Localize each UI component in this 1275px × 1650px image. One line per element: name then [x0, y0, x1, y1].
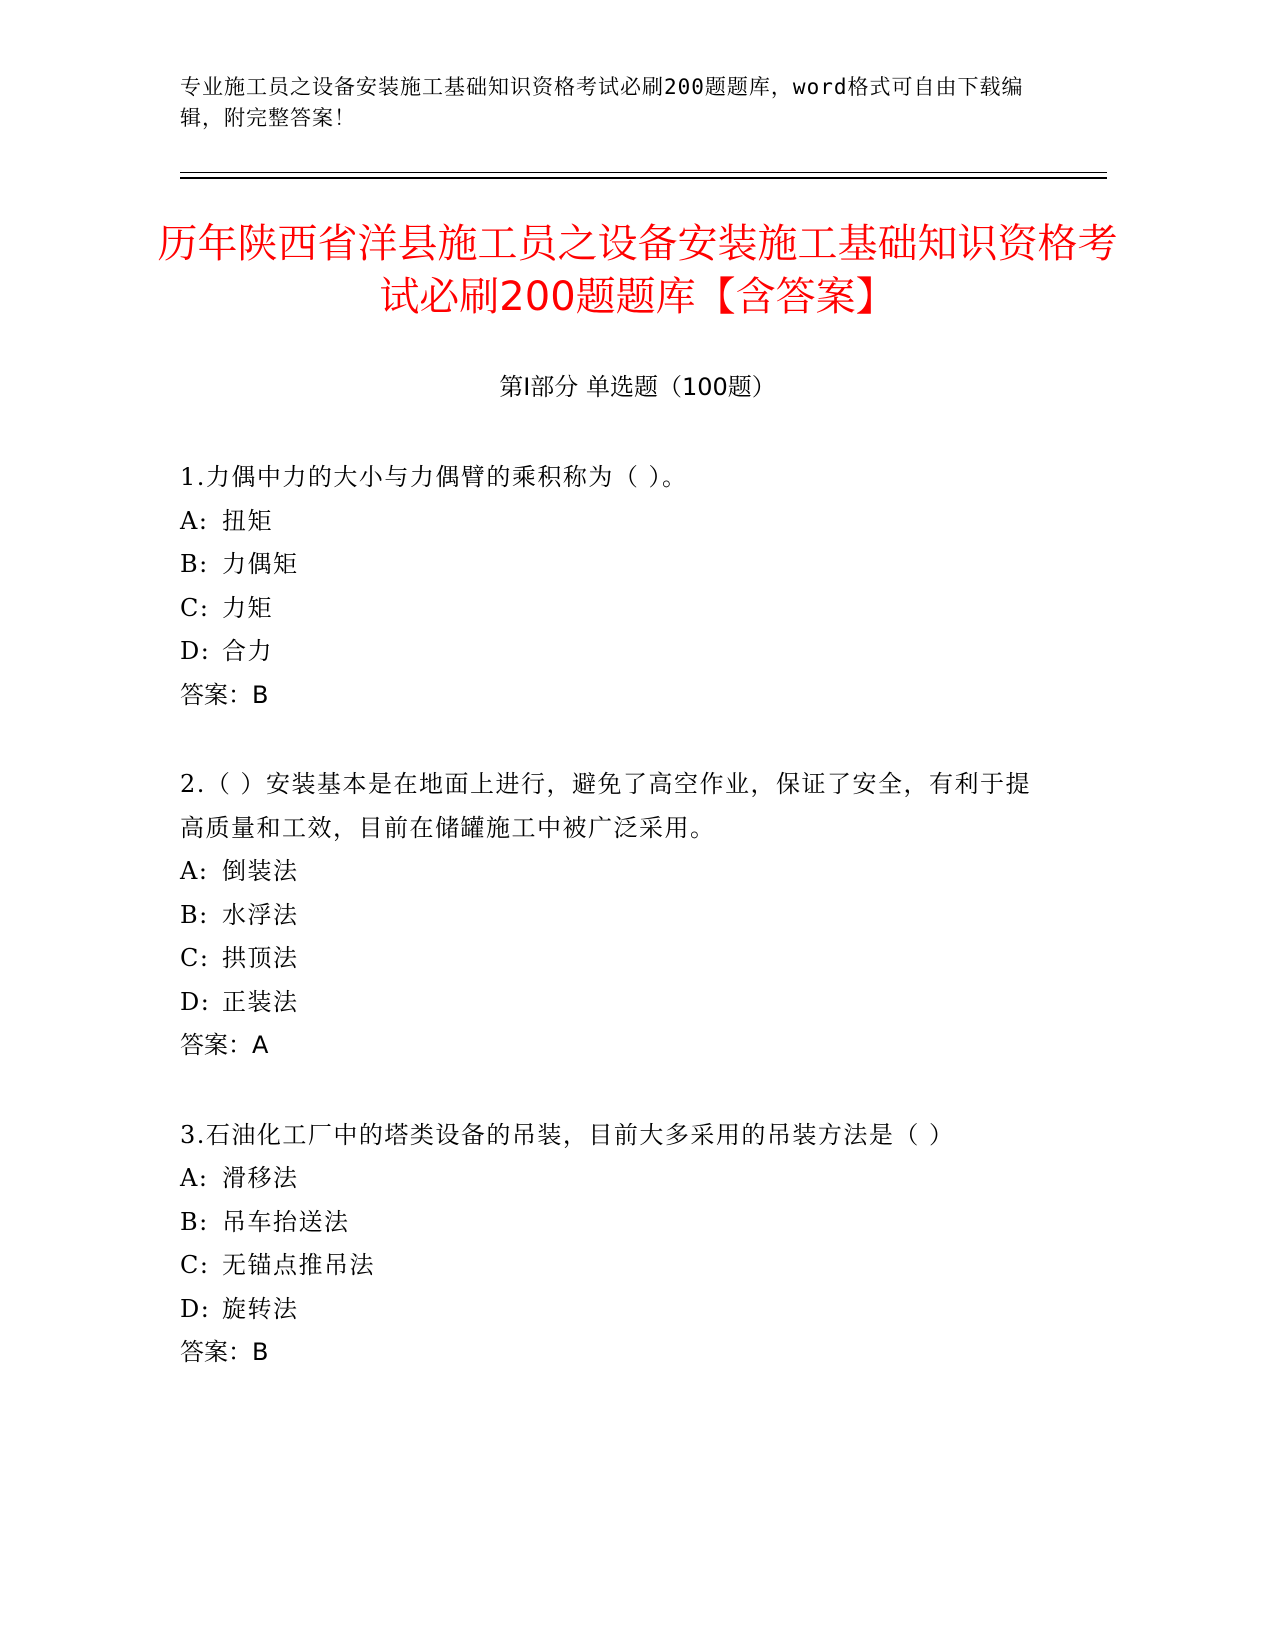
option-letter: A:: [180, 857, 209, 885]
option-text: 吊车抬送法: [222, 1207, 350, 1236]
option-text: 合力: [222, 637, 273, 665]
option-text: 力偶矩: [222, 550, 299, 578]
option-d: [180, 1288, 1040, 1332]
answer-line: 答案：B: [180, 1338, 269, 1366]
question-text: 3.石油化工厂中的塔类设备的吊装，目前大多采用的吊装方法是（ ）: [180, 1120, 955, 1149]
option-c: [180, 1244, 1040, 1288]
answer-line: 答案：A: [180, 1031, 269, 1059]
option-text: 滑移法: [222, 1164, 299, 1192]
question-list: [180, 456, 1040, 1421]
option-d: [180, 981, 1040, 1025]
option-letter: C:: [180, 593, 210, 622]
option-b: [180, 543, 1040, 587]
option-letter: C:: [180, 1251, 210, 1279]
option-letter: A:: [180, 1164, 209, 1192]
option-text: 旋转法: [222, 1294, 299, 1323]
option-letter: B:: [180, 550, 209, 578]
option-b: [180, 1201, 1040, 1245]
document-intro: 专业施工员之设备安装施工基础知识资格考试必刷200题题库，word格式可自由下载编辑，附完整答案！: [180, 75, 1024, 130]
option-letter: B:: [180, 900, 209, 929]
option-text: 扭矩: [222, 506, 273, 535]
option-a: [180, 850, 1040, 894]
question-3: [180, 1114, 1040, 1375]
section-title: 第Ⅰ部分 单选题（100题）: [499, 373, 776, 401]
option-text: 拱顶法: [222, 944, 299, 972]
option-text: 无锚点推吊法: [222, 1251, 375, 1279]
option-c: [180, 587, 1040, 631]
option-text: 水浮法: [222, 900, 299, 929]
option-c: [180, 937, 1040, 981]
option-d: [180, 630, 1040, 674]
question-text: 2.（ ）安装基本是在地面上进行，避免了高空作业，保证了安全，有利于提高质量和工效，目前在储罐施工中被广泛采用。: [180, 770, 1032, 842]
header-divider-thick: [180, 177, 1107, 179]
option-a: [180, 500, 1040, 544]
option-text: 正装法: [222, 987, 299, 1016]
option-letter: A:: [180, 506, 209, 535]
option-b: [180, 894, 1040, 938]
option-letter: D:: [180, 637, 211, 665]
header-divider-thin: [180, 172, 1107, 173]
option-letter: C:: [180, 944, 210, 972]
question-2: [180, 763, 1040, 1068]
document-title: 历年陕西省洋县施工员之设备安装施工基础知识资格考试必刷200题题库【含答案】: [157, 221, 1118, 320]
option-a: [180, 1157, 1040, 1201]
answer-line: 答案：B: [180, 680, 269, 709]
option-letter: B:: [180, 1207, 209, 1236]
option-letter: D:: [180, 987, 211, 1016]
question-1: [180, 456, 1040, 717]
option-text: 力矩: [222, 593, 273, 622]
question-text: 1.力偶中力的大小与力偶臂的乘积称为（ ）。: [180, 463, 688, 491]
option-letter: D:: [180, 1294, 211, 1323]
option-text: 倒装法: [222, 857, 299, 885]
